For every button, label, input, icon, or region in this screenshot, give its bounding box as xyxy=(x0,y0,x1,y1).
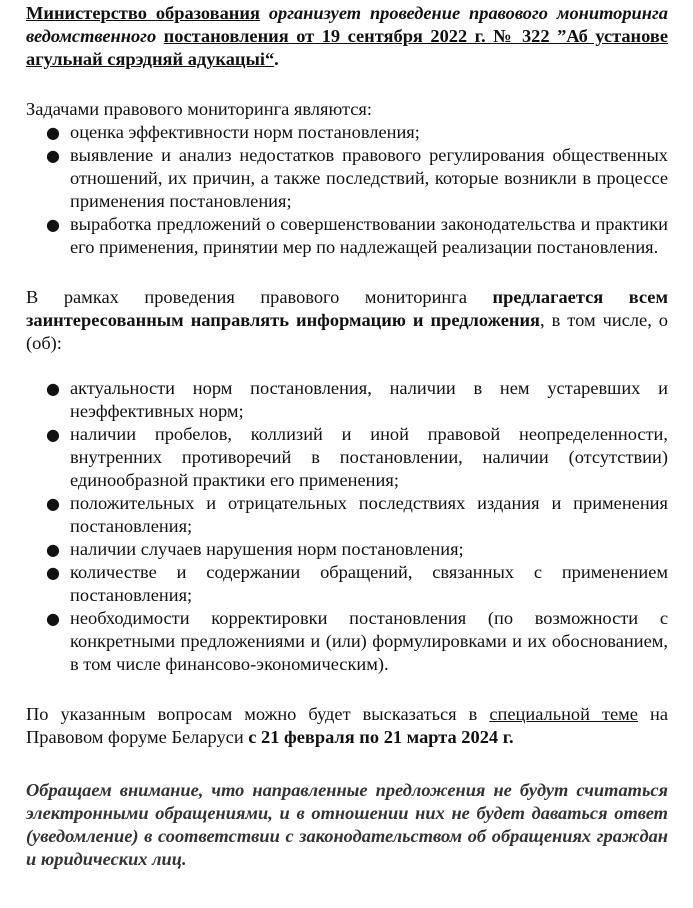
list-item-text: наличии пробелов, коллизий и иной правовой неопределенности, внутренних противоречий в постановлении, наличии (отсутствии) единообразной практики его применения; xyxy=(70,424,668,490)
bullet-icon: ● xyxy=(46,563,60,582)
forum-paragraph xyxy=(26,703,668,749)
list-item-text: выработка предложений о совершенствовании законодательства и практики его применения, принятии мер по надлежащей реализации постановления. xyxy=(70,214,668,257)
bullet-icon: ● xyxy=(46,215,60,234)
tasks-list xyxy=(26,121,668,259)
list-item-text: наличии случаев нарушения норм постановления; xyxy=(70,539,464,559)
organizes-text: организует проведение правового мониторинга ведомственного xyxy=(26,3,668,46)
resolution-title: постановления от 19 сентября 2022 г. № 322 ”Аб установе агульнай сярэдняй адукацыі“ xyxy=(26,26,668,69)
list-item xyxy=(26,492,668,538)
forum-topic-link[interactable]: специальной теме xyxy=(489,704,638,724)
ministry-name: Министерство образования xyxy=(26,3,260,23)
tasks-heading: Задачами правового мониторинга являются: xyxy=(26,99,372,119)
tasks-section xyxy=(26,98,668,259)
bullet-icon: ● xyxy=(46,379,60,398)
bullet-icon: ● xyxy=(46,146,60,165)
bullet-icon: ● xyxy=(46,494,60,513)
list-item-text: актуальности норм постановления, наличии в нем устаревших и неэффективных норм; xyxy=(70,378,668,421)
list-item-text: выявление и анализ недостатков правового регулирования общественных отношений, их причин, а также последствий, которые возникли в процессе применения постановления; xyxy=(70,145,668,211)
list-item xyxy=(26,607,668,676)
forum-text-1: По указанным вопросам можно будет высказаться в xyxy=(26,704,478,724)
list-item-text: необходимости корректировки постановления (по возможности с конкретными предложениями и (или) формулировками и их обоснованием, в том числе финансово-экономическим). xyxy=(70,608,668,674)
list-item xyxy=(26,538,668,561)
proposals-bold: предлагается всем заинтересованным направлять информацию и предложения xyxy=(26,287,668,330)
bullet-icon: ● xyxy=(46,425,60,444)
list-item xyxy=(26,213,668,259)
list-item xyxy=(26,144,668,213)
intro-end: . xyxy=(274,49,279,69)
list-item xyxy=(26,377,668,423)
document xyxy=(26,2,668,871)
list-item xyxy=(26,121,668,144)
list-item-text: положительных и отрицательных последствиях издания и применения постановления; xyxy=(70,493,668,536)
bullet-icon: ● xyxy=(46,609,60,628)
forum-text-2: на Правовом форуме Беларуси xyxy=(26,704,668,747)
proposals-section xyxy=(26,286,668,676)
forum-section xyxy=(26,703,668,749)
bullet-icon: ● xyxy=(46,123,60,142)
list-item-text: оценка эффективности норм постановления; xyxy=(70,122,420,142)
proposals-lead: В рамках проведения правового мониторинга xyxy=(26,287,467,307)
notice-paragraph: Обращаем внимание, что направленные предложения не будут считаться электронными обращениями, и в отношении них не будет даваться ответ (уведомление) в соответствии с законодательством об обращениях граждан и юридических лиц. xyxy=(26,780,668,869)
proposals-list xyxy=(26,377,668,676)
list-item xyxy=(26,423,668,492)
proposals-paragraph xyxy=(26,286,668,355)
list-item xyxy=(26,561,668,607)
intro-paragraph xyxy=(26,2,668,71)
list-item-text: количестве и содержании обращений, связанных с применением постановления; xyxy=(70,562,668,605)
forum-dates: с 21 февраля по 21 марта 2024 г. xyxy=(248,727,514,747)
bullet-icon: ● xyxy=(46,540,60,559)
proposals-tail: , в том числе, о (об): xyxy=(26,310,668,353)
